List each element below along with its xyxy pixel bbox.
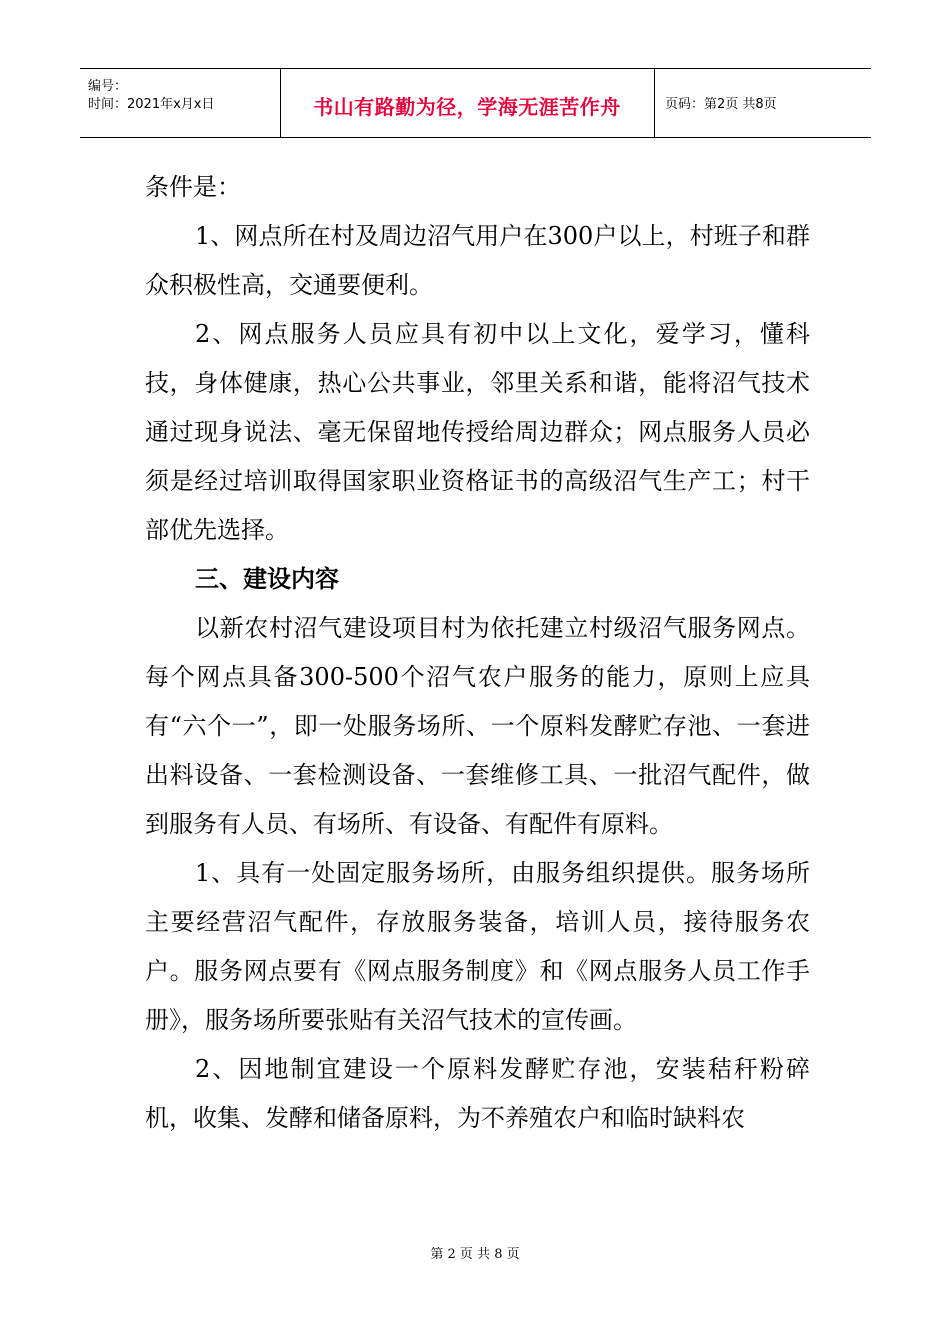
body-text — [145, 163, 810, 1143]
page-header — [80, 68, 871, 138]
header-date: 时间：2021年x月x日 — [88, 97, 215, 112]
paragraph-condition-1: 1、网点所在村及周边沼气用户在300户以上，村班子和群众积极性高，交通要便利。 — [145, 222, 810, 299]
paragraph-item-2: 2、因地制宜建设一个原料发酵贮存池，安装秸秆粉碎机，收集、发酵和储备原料，为不养殖农户和临时缺料农 — [145, 1055, 810, 1132]
paragraph-construction-content: 以新农村沼气建设项目村为依托建立村级沼气服务网点。每个网点具备300-500个沼气农户服务的能力，原则上应具有“六个一”，即一处服务场所、一个原料发酵贮存池、一套进出料设备、一套检测设备、一套维修工具、一批沼气配件，做到服务有人员、有场所、有设备、有配件有原料。 — [145, 614, 810, 838]
header-motto-cell — [280, 69, 655, 137]
header-number: 编号： — [88, 79, 128, 94]
header-page-number: 页码：第2页 共8页 — [665, 97, 777, 112]
header-meta-cell — [80, 69, 281, 137]
header-motto: 书山有路勤为径，学海无涯苦作舟 — [313, 95, 621, 119]
paragraph-condition-2: 2、网点服务人员应具有初中以上文化，爱学习，懂科技，身体健康，热心公共事业，邻里关系和谐，能将沼气技术通过现身说法、毫无保留地传授给周边群众；网点服务人员必须是经过培训取得国家职业资格证书的高级沼气生产工；村干部优先选择。 — [145, 320, 810, 544]
page-footer: 第 2 页 共 8 页 — [430, 1247, 520, 1262]
section-heading: 三、建设内容 — [195, 565, 339, 593]
paragraph-conditions-intro: 条件是： — [145, 173, 241, 201]
paragraph-item-1: 1、具有一处固定服务场所，由服务组织提供。服务场所主要经营沼气配件，存放服务装备，培训人员，接待服务农户。服务网点要有《网点服务制度》和《网点服务人员工作手册》，服务场所要张贴有关沼气技术的宣传画。 — [145, 859, 810, 1034]
